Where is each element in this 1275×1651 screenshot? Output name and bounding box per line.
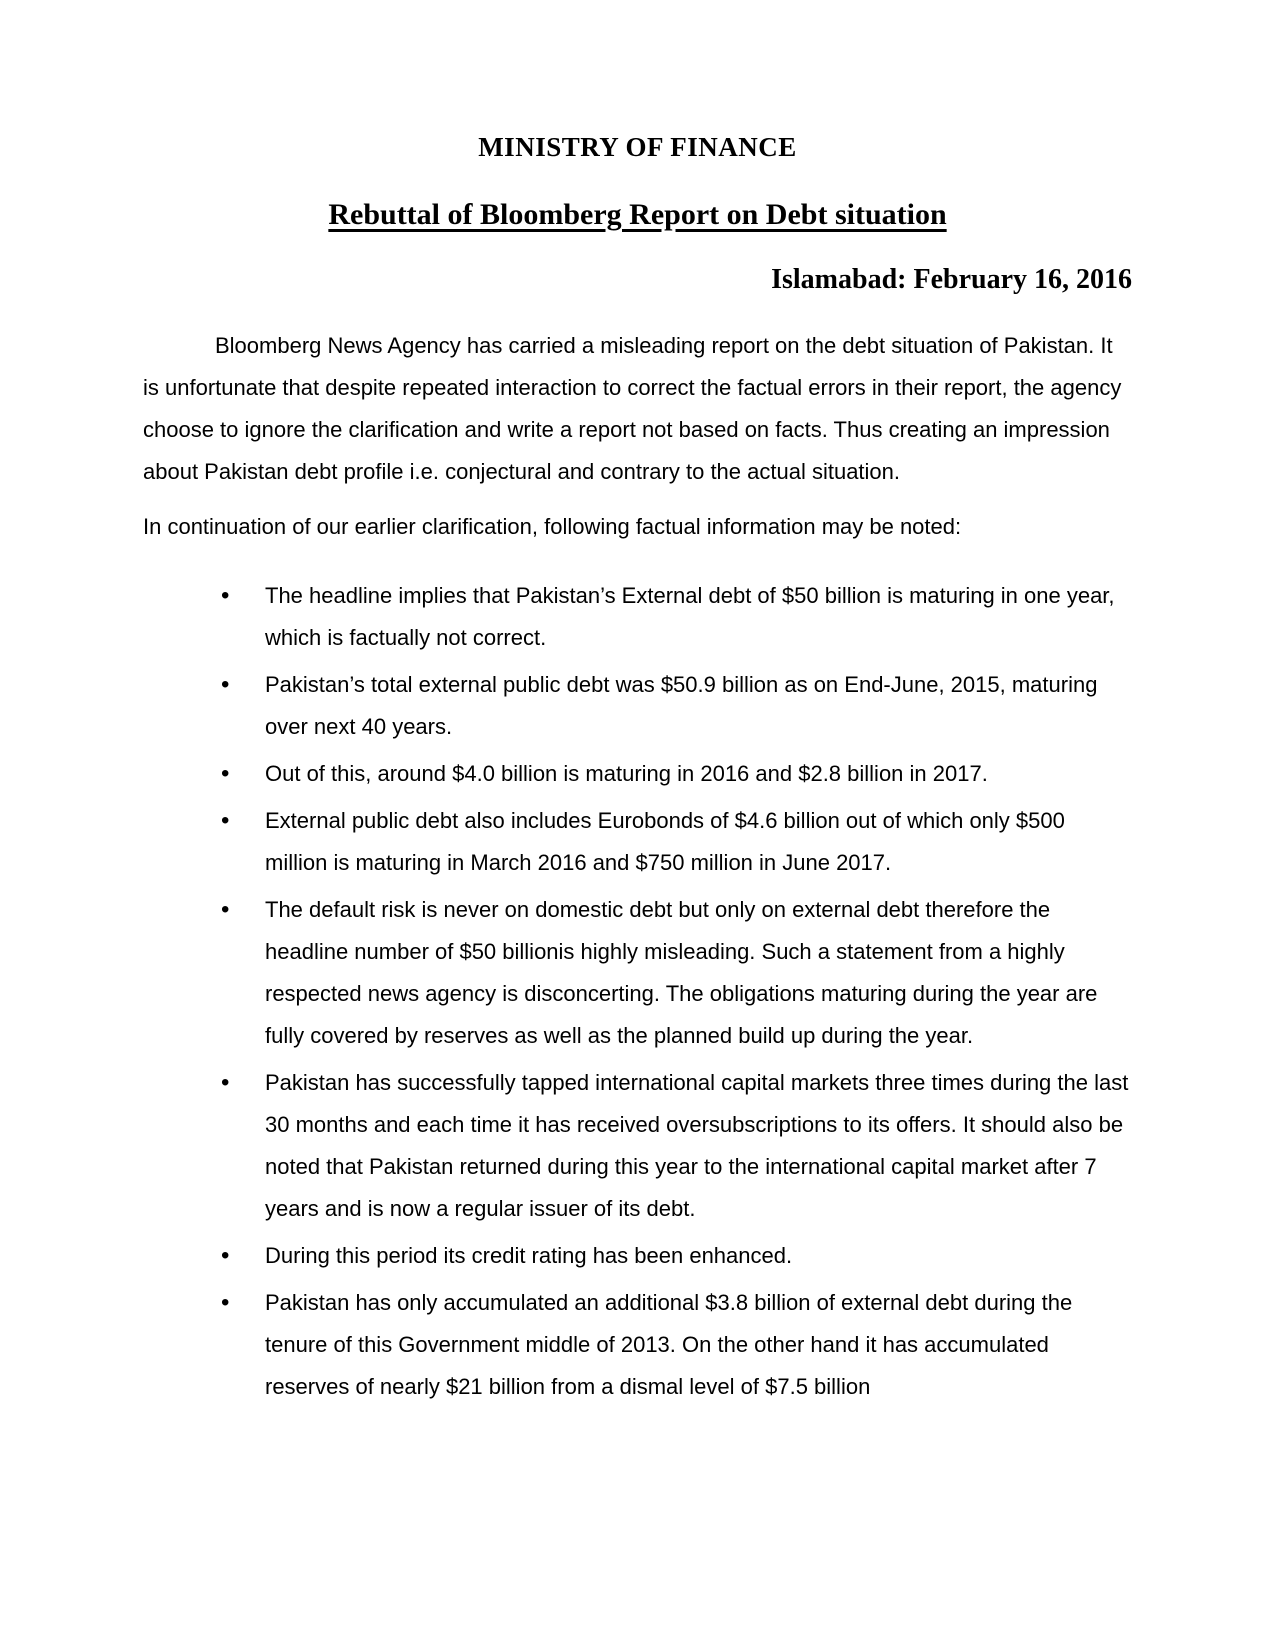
bullet-item-capital-markets: • Pakistan has successfully tapped international capital markets three times during the last 30 months and each time it has received oversubscriptions to its offers. It should also be noted that Pakistan returned during this year to the international capital market after 7 years and is now a regular issuer of its debt. bbox=[265, 1062, 1132, 1230]
document-subtitle: Rebuttal of Bloomberg Report on Debt situation bbox=[328, 198, 947, 231]
bullet-item-headline-implies: • The headline implies that Pakistan’s External debt of $50 billion is maturing in one year, which is factually not correct. bbox=[265, 575, 1132, 659]
document-title: MINISTRY OF FINANCE bbox=[478, 132, 797, 162]
paragraph-intro: Bloomberg News Agency has carried a misleading report on the debt situation of Pakistan. It is unfortunate that despite repeated interaction to correct the factual errors in their report, the agency choose to ignore the clarification and write a report not based on facts. Thus creating an impression about Pakistan debt profile i.e. conjectural and contrary to the actual situation. bbox=[143, 333, 1122, 484]
bullet-item-eurobonds: • External public debt also includes Eurobonds of $4.6 billion out of which only $500 million is maturing in March 2016 and $750 million in June 2017. bbox=[265, 800, 1132, 884]
paragraph-lead-in: In continuation of our earlier clarification, following factual information may be noted: bbox=[143, 514, 962, 539]
dateline: Islamabad: February 16, 2016 bbox=[771, 264, 1132, 295]
bullet-item-default-risk: • The default risk is never on domestic debt but only on external debt therefore the headline number of $50 billionis highly misleading. Such a statement from a highly respected news agency is disconcerting. The obligations maturing during the year are fully covered by reserves as well as the planned build up during the year. bbox=[265, 889, 1132, 1057]
bullet-item-accumulated-debt: • Pakistan has only accumulated an additional $3.8 billion of external debt during the tenure of this Government middle of 2013. On the other hand it has accumulated reserves of nearly $21 billion from a dismal level of $7.5 billion bbox=[265, 1282, 1132, 1408]
bullet-list bbox=[143, 575, 1132, 1408]
bullet-item-credit-rating: • During this period its credit rating has been enhanced. bbox=[265, 1235, 1132, 1277]
bullet-item-total-external-debt: • Pakistan’s total external public debt was $50.9 billion as on End-June, 2015, maturing over next 40 years. bbox=[265, 664, 1132, 748]
bullet-item-maturing-2016-2017: • Out of this, around $4.0 billion is maturing in 2016 and $2.8 billion in 2017. bbox=[265, 753, 1132, 795]
